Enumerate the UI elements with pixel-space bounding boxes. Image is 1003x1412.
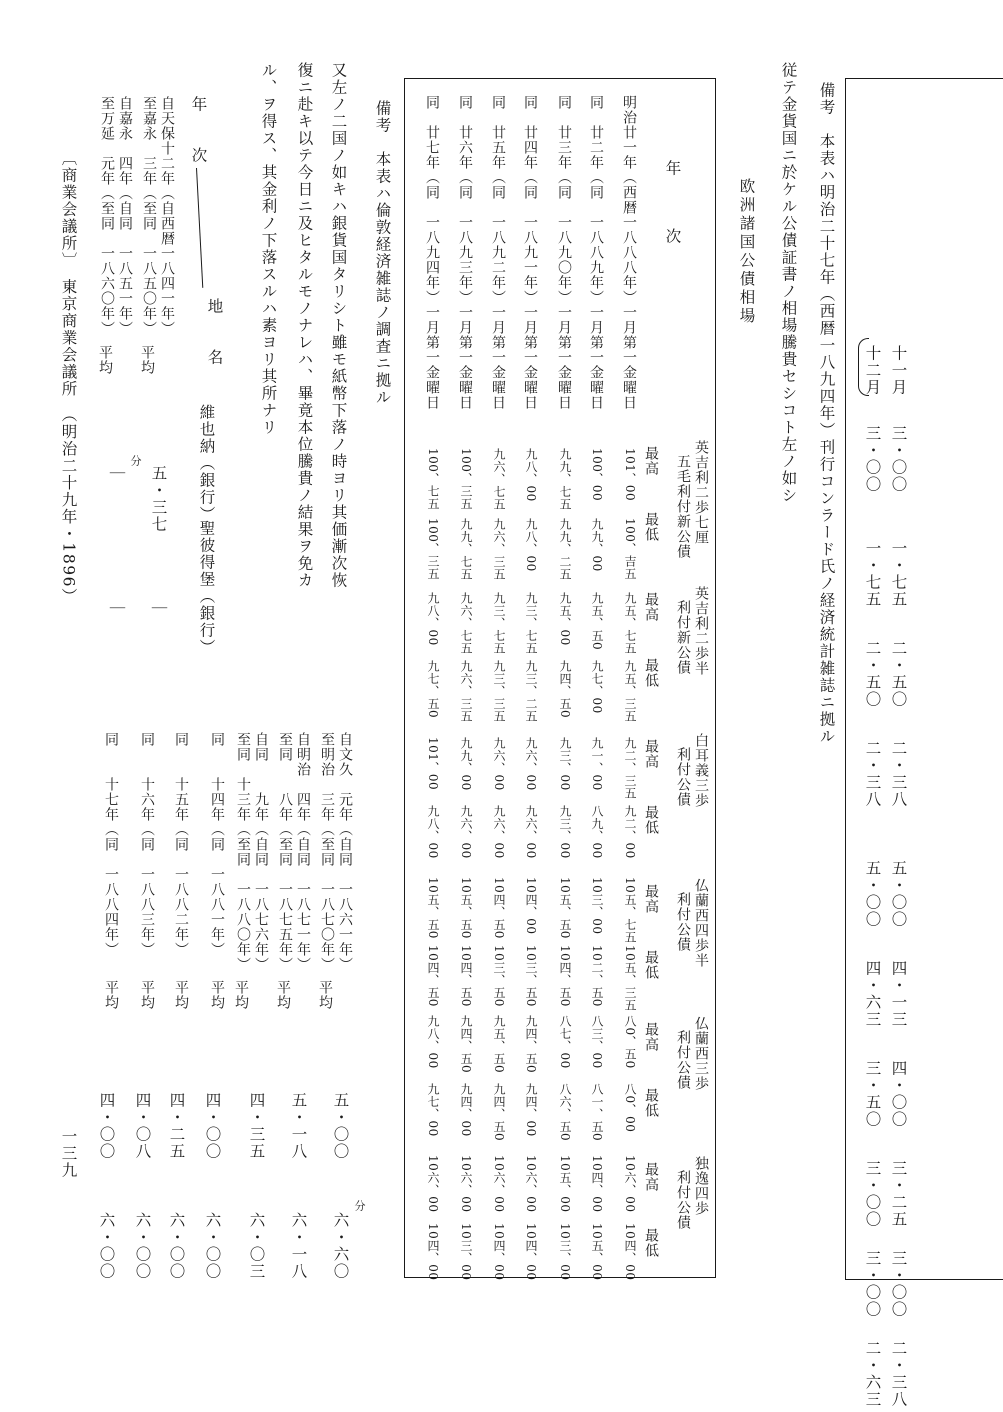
top-table-cell-lower: 五・〇〇 (863, 860, 882, 928)
rate-period-line: 至同 八年（至同 一八七五年） (277, 732, 293, 972)
rate-value-petersburg: ｜ (149, 600, 168, 617)
bond-cell: 10六、00 (459, 1155, 473, 1213)
rates-header-year: 年 次 (189, 96, 208, 164)
bond-cell: 10四、00 (524, 877, 538, 935)
bond-group-name: 白耳義三歩 (693, 733, 709, 808)
bond-cell: 100、00 (590, 448, 604, 502)
bond-cell: 九三、二五 (524, 660, 538, 723)
rate-average-label: 平均 (173, 980, 189, 1010)
rates-place-2: 聖彼得堡（銀行） (197, 520, 216, 656)
bond-cell: 九七、00 (426, 1083, 440, 1137)
rate-period-line: 至明治 三年（至同 一八七〇年） (319, 732, 335, 972)
bond-cell: 八七、00 (558, 1015, 572, 1069)
bond-cell: 10四、五0 (459, 945, 473, 1007)
bond-cell: 10三、00 (590, 877, 604, 935)
bond-group-subname: 利付公債 (675, 1170, 691, 1230)
rate-period-line: 自文久 元年（自同 一八六一年） (337, 732, 353, 972)
bond-cell: 10四、00 (524, 1223, 538, 1281)
rates-header-place: 地 名 (205, 298, 224, 366)
bonds-table-title: 欧洲諸国公債相場 (737, 178, 756, 326)
rate-value-vienna: 四・二五 (167, 1092, 186, 1160)
rate-value-vienna: 五・〇〇 (331, 1092, 350, 1160)
unit-mark: 分 (129, 455, 142, 466)
top-table-cell-lower: 二・五〇 (863, 640, 882, 708)
bond-cell: 10三、00 (558, 1223, 572, 1281)
rate-value-petersburg: 六・〇三 (247, 1212, 266, 1280)
bond-cell: 九二、00 (623, 805, 637, 859)
bond-cell: 九六、00 (492, 737, 506, 791)
top-table-cell-lower: 四・六三 (863, 960, 882, 1028)
bond-cell: 10三、五0 (524, 945, 538, 1007)
top-table-cell-upper: 五・〇〇 (889, 860, 908, 928)
bond-cell: 10四、00 (426, 1223, 440, 1281)
rate-period-line: 自明治 四年（自同 一八七一年） (295, 732, 311, 972)
bond-row-year: 同 廿七年（同 一八九四年）一月第一金曜日 (424, 95, 440, 410)
bond-high-label: 最高 (643, 739, 659, 769)
bond-cell: 九三、七五 (524, 592, 538, 655)
bond-low-label: 最低 (643, 805, 659, 835)
bond-row-year: 同 廿四年（同 一八九一年）一月第一金曜日 (522, 95, 538, 410)
top-table-cell-upper: 一・七五 (889, 540, 908, 608)
intro-text: 従テ金貨国ニ於ケル公債証書ノ相場騰貴セシコト左ノ如シ (779, 62, 798, 504)
header-diagonal-line (196, 168, 203, 288)
top-table-cell-lower: 三・五〇 (863, 1060, 882, 1128)
bond-cell: 10三、五0 (492, 945, 506, 1007)
bonds-year-header: 年 次 (663, 160, 682, 245)
bond-cell: 八三、00 (590, 1015, 604, 1069)
bond-cell: 九二、三五 (623, 737, 637, 800)
bond-cell: 九六、三五 (459, 660, 473, 723)
bond-cell: 101、00 (623, 448, 637, 502)
bond-cell: 九五、五0 (590, 592, 604, 651)
bond-cell: 九三、三五 (492, 660, 506, 723)
bond-cell: 10五、00 (558, 1155, 572, 1213)
bonds-table-note: 備考 本表ハ倫敦経済雑誌ノ調査ニ拠ル (373, 100, 392, 406)
bond-cell: 10五、00 (590, 1223, 604, 1281)
bond-cell: 100、吉五 (623, 518, 637, 580)
bond-low-label: 最低 (643, 1088, 659, 1118)
page-number: 一三九 (59, 1128, 78, 1179)
rate-value-petersburg: 六・一八 (289, 1212, 308, 1280)
bond-cell: 九四、00 (459, 1083, 473, 1137)
bond-group-subname: 利付公債 (675, 747, 691, 807)
top-table-cell-upper: 四・一三 (889, 960, 908, 1028)
bond-cell: 八0、五0 (623, 1015, 637, 1069)
bond-group-name: 英吉利二歩半 (693, 586, 709, 676)
bond-row-year: 同 廿三年（同 一八九〇年）一月第一金曜日 (556, 95, 572, 410)
paragraph-line: 復ニ赴キ以テ今日ニ及ヒタルモノナレハ、畢竟本位騰貴ノ結果ヲ免カ (295, 62, 314, 589)
bond-cell: 100、三五 (426, 518, 440, 580)
top-table-cell-lower: 二・三八 (863, 740, 882, 808)
bond-cell: 10四、00 (590, 1155, 604, 1213)
rate-value-vienna: 五・三七 (149, 465, 168, 533)
bond-cell: 九九、七五 (459, 518, 473, 581)
bond-cell: 10五、七五 (623, 877, 637, 944)
top-table-cell-lower: 三・〇〇 (863, 425, 882, 493)
bond-cell: 10四、五0 (558, 945, 572, 1007)
rate-average-label: 平均 (317, 980, 333, 1010)
rate-period-line: 至万延 元年（至同 一八六〇年） (99, 96, 115, 336)
bond-group-name: 仏蘭西三歩 (693, 1016, 709, 1091)
paragraph-line: ル、ヲ得ス、其金利ノ下落スルハ素ヨリ其所ナリ (259, 62, 278, 436)
rate-average-label: 平均 (275, 980, 291, 1010)
bond-cell: 九四、五0 (558, 660, 572, 719)
rate-average-label: 平均 (139, 980, 155, 1010)
top-table-cell-lower: 三・〇〇 (863, 1250, 882, 1318)
top-table-cell-upper: 二・五〇 (889, 640, 908, 708)
bond-cell: 九六、七五 (459, 592, 473, 655)
bond-cell: 10四、五0 (492, 877, 506, 939)
bond-cell: 九八、00 (426, 805, 440, 859)
bond-cell: 八一、五0 (590, 1083, 604, 1142)
bond-cell: 九六、七五 (492, 448, 506, 511)
bond-cell: 九九、七五 (558, 448, 572, 511)
rate-value-vienna: 四・三五 (247, 1092, 266, 1160)
rate-average-label: 平均 (103, 980, 119, 1010)
rate-value-petersburg: ｜ (107, 600, 126, 617)
bond-cell: 九七、五0 (426, 660, 440, 719)
top-table-cell-upper: 二・三八 (889, 1340, 908, 1408)
rate-value-vienna: 四・〇〇 (97, 1092, 116, 1160)
bond-cell: 10六、00 (623, 1155, 637, 1213)
bond-row-year: 同 廿二年（同 一八八九年）一月第一金曜日 (588, 95, 604, 410)
top-table-cell-lower: 一・七五 (863, 540, 882, 608)
top-table-cell-lower: 十二月 (863, 345, 882, 396)
rate-value-vienna: 四・〇八 (133, 1092, 152, 1160)
bond-group-name: 英吉利二歩七厘 (693, 440, 709, 545)
bond-group-subname: 利付公債 (675, 1030, 691, 1090)
rate-average-label: 平均 (139, 345, 155, 375)
bond-cell: 九九、二五 (558, 518, 572, 581)
bond-cell: 九四、五0 (492, 1083, 506, 1142)
top-table-cell-upper: 三・〇〇 (889, 1250, 908, 1318)
bond-cell: 10五、五0 (459, 877, 473, 939)
bond-low-label: 最低 (643, 512, 659, 542)
bond-group-name: 仏蘭西四歩半 (693, 878, 709, 968)
bond-cell: 九三、七五 (492, 592, 506, 655)
bond-low-label: 最低 (643, 1228, 659, 1258)
rates-place-1: 維也納（銀行） (197, 404, 216, 523)
rate-average-label: 平均 (233, 980, 249, 1010)
bond-cell: 九五、00 (558, 592, 572, 646)
bond-cell: 九四、00 (524, 1083, 538, 1137)
rate-period-line: 同 十六年（同 一八八三年） (139, 732, 155, 957)
bond-cell: 八0、00 (623, 1083, 637, 1133)
bond-cell: 100、七五 (426, 448, 440, 510)
bond-cell: 九七、00 (590, 660, 604, 714)
bond-cell: 八九、00 (590, 805, 604, 859)
bond-cell: 九六、00 (524, 805, 538, 859)
bond-group-name: 独逸四歩 (693, 1156, 709, 1216)
rate-period-line: 自天保十二年（自西暦一八四一年） (159, 96, 175, 336)
bond-cell: 九八、00 (426, 1015, 440, 1069)
rate-value-petersburg: 六・〇〇 (133, 1212, 152, 1280)
bond-cell: 10五、五0 (558, 877, 572, 939)
rate-period-line: 同 十七年（同 一八八四年） (103, 732, 119, 957)
bond-cell: 10四、00 (492, 1223, 506, 1281)
top-table-cell-lower: 三・〇〇 (863, 1160, 882, 1228)
bond-cell: 九五、七五 (623, 592, 637, 655)
bond-group-subname: 利付公債 (675, 892, 691, 952)
bond-low-label: 最低 (643, 950, 659, 980)
bond-low-label: 最低 (643, 658, 659, 688)
bond-group-subname: 利付新公債 (675, 600, 691, 675)
bond-cell: 10六、00 (426, 1155, 440, 1213)
bond-cell: 九五、三五 (623, 660, 637, 723)
bond-cell: 九六、00 (492, 805, 506, 859)
top-table-cell-upper: 四・〇〇 (889, 1060, 908, 1128)
top-table-cell-upper: 三・〇〇 (889, 425, 908, 493)
bond-cell: 100、三五 (459, 448, 473, 510)
bond-high-label: 最高 (643, 446, 659, 476)
rate-value-vienna: 五・一八 (289, 1092, 308, 1160)
bond-high-label: 最高 (643, 884, 659, 914)
bond-group-subname: 五毛利付新公債 (675, 454, 691, 559)
bond-high-label: 最高 (643, 1162, 659, 1192)
rate-period-line: 至嘉永 三年（至同 一八五〇年） (141, 96, 157, 336)
bond-cell: 10二、五0 (590, 945, 604, 1007)
top-table-cell-lower: 二・六三 (863, 1340, 882, 1408)
top-table-note: 備考 本表ハ明治二十七年（西暦一八九四年）刊行コンラード氏ノ経済統計雑誌ニ拠ル (817, 82, 836, 745)
rate-period-line: 同 十五年（同 一八八二年） (173, 732, 189, 957)
source-line: 〔商業会議所〕 東京商業会議所 （明治二十九年・1896） (59, 150, 78, 605)
bond-cell: 10四、五0 (426, 945, 440, 1007)
bond-cell: 九六、00 (459, 805, 473, 859)
rate-period-line: 同 十四年（同 一八八一年） (209, 732, 225, 957)
bond-cell: 10四、00 (623, 1223, 637, 1281)
top-table-cell-upper: 三・二五 (889, 1160, 908, 1228)
bond-cell: 九三、00 (558, 737, 572, 791)
bond-high-label: 最高 (643, 592, 659, 622)
bond-cell: 九四、五0 (459, 1015, 473, 1074)
rate-period-line: 至同 十三年（至同 一八八〇年） (235, 732, 251, 972)
bond-cell: 九九、00 (590, 518, 604, 572)
rate-period-line: 自同 九年（自同 一八七六年） (253, 732, 269, 972)
bond-row-year: 同 廿六年（同 一八九三年）一月第一金曜日 (457, 95, 473, 410)
rate-value-petersburg: 六・六〇 (331, 1212, 350, 1280)
bond-cell: 九八、00 (524, 518, 538, 572)
bond-cell: 八六、五0 (558, 1083, 572, 1142)
bond-cell: 九六、三五 (492, 518, 506, 581)
unit-mark: 分 (353, 1200, 366, 1211)
rate-value-vienna: ｜ (107, 465, 126, 482)
bond-cell: 10六、00 (524, 1155, 538, 1213)
rate-average-label: 平均 (97, 345, 113, 375)
top-table-cell-upper: 十一月 (889, 345, 908, 396)
bond-cell: 九四、五0 (524, 1015, 538, 1074)
rate-value-vienna: 四・〇〇 (203, 1092, 222, 1160)
rate-value-petersburg: 六・〇〇 (97, 1212, 116, 1280)
bond-cell: 10五、五0 (426, 877, 440, 939)
bond-cell: 九八、00 (426, 592, 440, 646)
rate-value-petersburg: 六・〇〇 (203, 1212, 222, 1280)
rate-value-petersburg: 六・〇〇 (167, 1212, 186, 1280)
bond-cell: 九九、00 (459, 737, 473, 791)
bond-cell: 10六、00 (492, 1155, 506, 1213)
bond-high-label: 最高 (643, 1022, 659, 1052)
bond-cell: 九六、00 (524, 737, 538, 791)
paragraph-line: 又左ノ二国ノ如キハ銀貨国タリシト雖モ紙幣下落ノ時ヨリ其価漸次恢 (329, 62, 348, 589)
bond-cell: 九三、00 (558, 805, 572, 859)
bond-cell: 101、00 (426, 737, 440, 791)
bond-row-year: 明治廿一年（西暦一八八八年）一月第一金曜日 (621, 95, 637, 410)
bond-cell: 九八、00 (524, 448, 538, 502)
bond-cell: 10五、三五 (623, 945, 637, 1012)
bond-cell: 九五、五0 (492, 1015, 506, 1074)
top-table-cell-upper: 二・三八 (889, 740, 908, 808)
rate-period-line: 自嘉永 四年（自同 一八五一年） (117, 96, 133, 336)
bond-cell: 10三、00 (459, 1223, 473, 1281)
bond-row-year: 同 廿五年（同 一八九二年）一月第一金曜日 (490, 95, 506, 410)
bond-cell: 九一、00 (590, 737, 604, 791)
rate-average-label: 平均 (209, 980, 225, 1010)
